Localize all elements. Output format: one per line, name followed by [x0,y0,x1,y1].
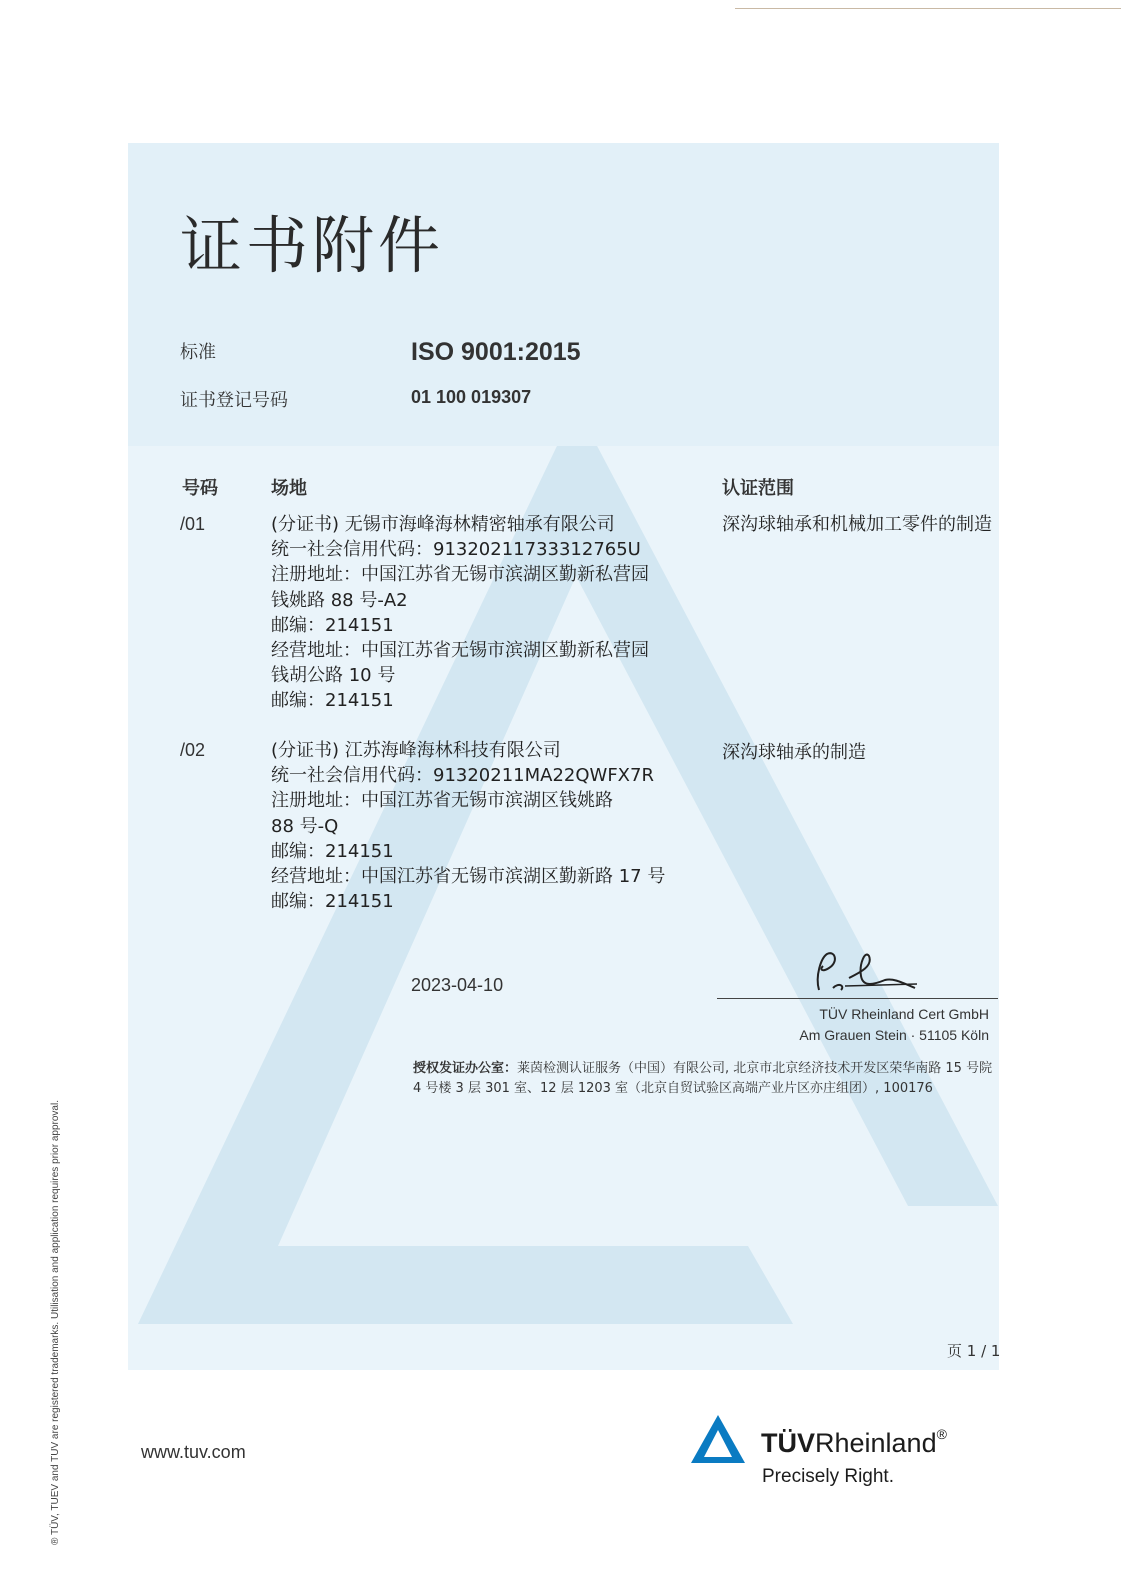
entry-line: (分证书) 江苏海峰海林科技有限公司 [271,740,561,761]
trademark-note: ® TÜV, TUEV and TUV are registered trademarks. Utilisation and application requires prior approval. [50,1100,61,1545]
entry-line: 邮编：214151 [271,840,394,862]
entry-scope: 深沟球轴承和机械加工零件的制造 [722,514,992,535]
issuing-office-text: 莱茵检测认证服务（中国）有限公司, 北京市北京经济技术开发区荣华南路 15 号院 4 号楼 3 层 301 室、12 层 1203 室（北京自贸试验区高端产业片区亦庄组团）, 100176 [413,1061,993,1096]
entry-line: 统一社会信用代码：91320211733312765U [271,539,641,561]
entry-line: 邮编：214151 [271,891,394,913]
entry-line: 统一社会信用代码：91320211MA22QWFX7R [271,765,654,787]
registration-value: 01 100 019307 [411,387,532,407]
entry-site-details [271,512,649,714]
issuer-name: TÜV Rheinland Cert GmbH [819,1006,989,1022]
issuer-address: Am Grauen Stein · 51105 Köln [799,1027,989,1043]
entry-line: 88 号-Q [271,815,339,837]
issuer-block [799,1004,989,1046]
entry-line: 注册地址：中国江苏省无锡市滨湖区钱姚路 [271,790,613,812]
entry-line: 经营地址：中国江苏省无锡市滨湖区勤新路 17 号 [271,866,666,888]
signature-line [717,998,998,999]
tuv-triangle-logo-icon [690,1413,746,1465]
brand-tuv: TÜV [761,1428,815,1458]
entry-number: /02 [180,740,206,760]
website-link[interactable]: www.tuv.com [141,1442,246,1462]
top-edge-rule [735,8,1121,9]
entry-line: 钱姚路 88 号-A2 [271,589,408,611]
entry-line: 经营地址：中国江苏省无锡市滨湖区勤新私营园 [271,640,649,662]
standard-label: 标准 [180,342,216,363]
brand-tagline: Precisely Right. [762,1466,894,1487]
entry-scope: 深沟球轴承的制造 [722,742,866,763]
column-header-scope: 认证范围 [722,478,794,499]
column-header-no: 号码 [182,478,218,499]
entry-line: 邮编：214151 [271,614,394,636]
entry-number: /01 [180,514,206,534]
entry-site-details [271,738,665,914]
issuing-office [413,1059,998,1099]
page-title: 证书附件 [180,209,445,282]
brand-logo [761,1428,947,1459]
entry-line: 钱胡公路 10 号 [271,665,396,687]
registered-mark: ® [936,1426,947,1442]
entry-line: 邮编：214151 [271,690,394,712]
column-header-site: 场地 [271,478,307,499]
brand-rheinland: Rheinland [815,1428,937,1458]
standard-value: ISO 9001:2015 [411,338,581,366]
page-number: 页 1 / 1 [947,1342,1001,1360]
issuing-office-label: 授权发证办公室： [413,1061,518,1076]
signature-icon [805,948,925,998]
entry-line: 注册地址：中国江苏省无锡市滨湖区勤新私营园 [271,564,649,586]
registration-label: 证书登记号码 [180,390,288,411]
entry-line: (分证书) 无锡市海峰海林精密轴承有限公司 [271,514,615,535]
issue-date: 2023-04-10 [411,975,504,995]
